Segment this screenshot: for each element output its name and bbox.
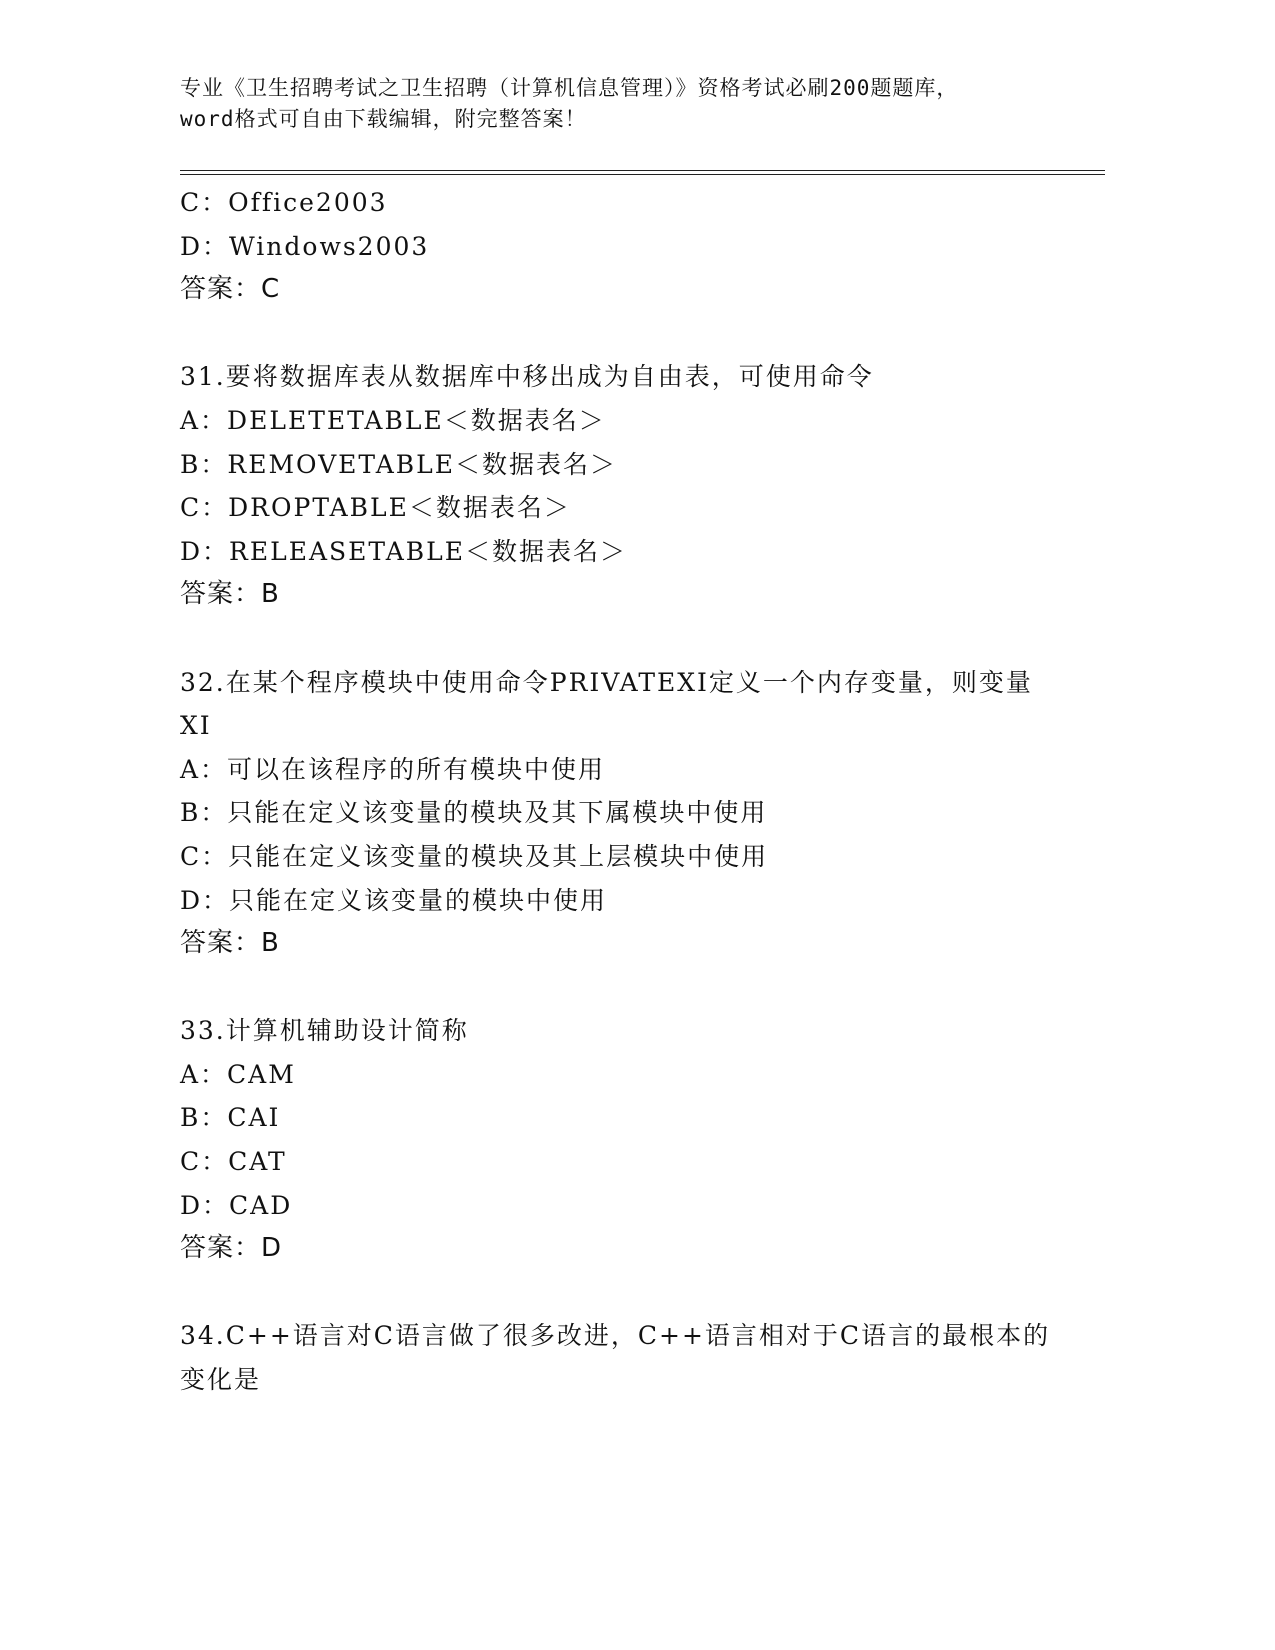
question-stem-continued: 变化是 <box>180 1365 262 1395</box>
option-d: D：只能在定义该变量的模块中使用 <box>180 885 608 915</box>
option-b: B：REMOVETABLE＜数据表名＞ <box>180 449 617 479</box>
header-line-1: 专业《卫生招聘考试之卫生招聘（计算机信息管理）》资格考试必刷200题题库， <box>180 76 959 100</box>
header-line-2: word格式可自由下载编辑，附完整答案！ <box>180 107 587 131</box>
spacer <box>180 617 1080 661</box>
question-list <box>180 181 1080 1402</box>
option-c: C：只能在定义该变量的模块及其上层模块中使用 <box>180 841 769 871</box>
question-32 <box>180 661 1080 966</box>
question-stem: 33.计算机辅助设计简称 <box>180 1016 469 1046</box>
answer-line: 答案：B <box>180 928 280 959</box>
answer-line: 答案：B <box>180 579 280 610</box>
document-header <box>180 73 1080 135</box>
question-stem: 32.在某个程序模块中使用命令PRIVATEXI定义一个内存变量，则变量 <box>180 667 1033 697</box>
option-c: C：DROPTABLE＜数据表名＞ <box>180 493 571 523</box>
spacer <box>180 966 1080 1010</box>
spacer <box>180 312 1080 356</box>
header-divider-top <box>180 170 1105 171</box>
spacer <box>180 1271 1080 1315</box>
question-33 <box>180 1009 1080 1271</box>
question-stem-continued: XI <box>180 711 212 741</box>
option-d: D：Windows2003 <box>180 231 430 261</box>
question-34 <box>180 1314 1080 1401</box>
option-b: B：CAI <box>180 1103 281 1133</box>
question-stem: 31.要将数据库表从数据库中移出成为自由表，可使用命令 <box>180 362 874 392</box>
option-a: A：DELETETABLE＜数据表名＞ <box>180 405 606 435</box>
option-d: D：RELEASETABLE＜数据表名＞ <box>180 536 627 566</box>
option-a: A：可以在该程序的所有模块中使用 <box>180 754 606 784</box>
question-31 <box>180 355 1080 617</box>
answer-line: 答案：C <box>180 274 281 305</box>
answer-line: 答案：D <box>180 1233 283 1264</box>
option-c: C：Office2003 <box>180 188 388 217</box>
option-b: B：只能在定义该变量的模块及其下属模块中使用 <box>180 798 768 828</box>
option-d: D：CAD <box>180 1190 293 1220</box>
option-c: C：CAT <box>180 1147 287 1177</box>
option-a: A：CAM <box>180 1059 296 1089</box>
question-30-tail <box>180 181 1080 312</box>
question-stem: 34.C++语言对C语言做了很多改进，C++语言相对于C语言的最根本的 <box>180 1321 1051 1351</box>
header-divider-bottom <box>180 174 1105 175</box>
